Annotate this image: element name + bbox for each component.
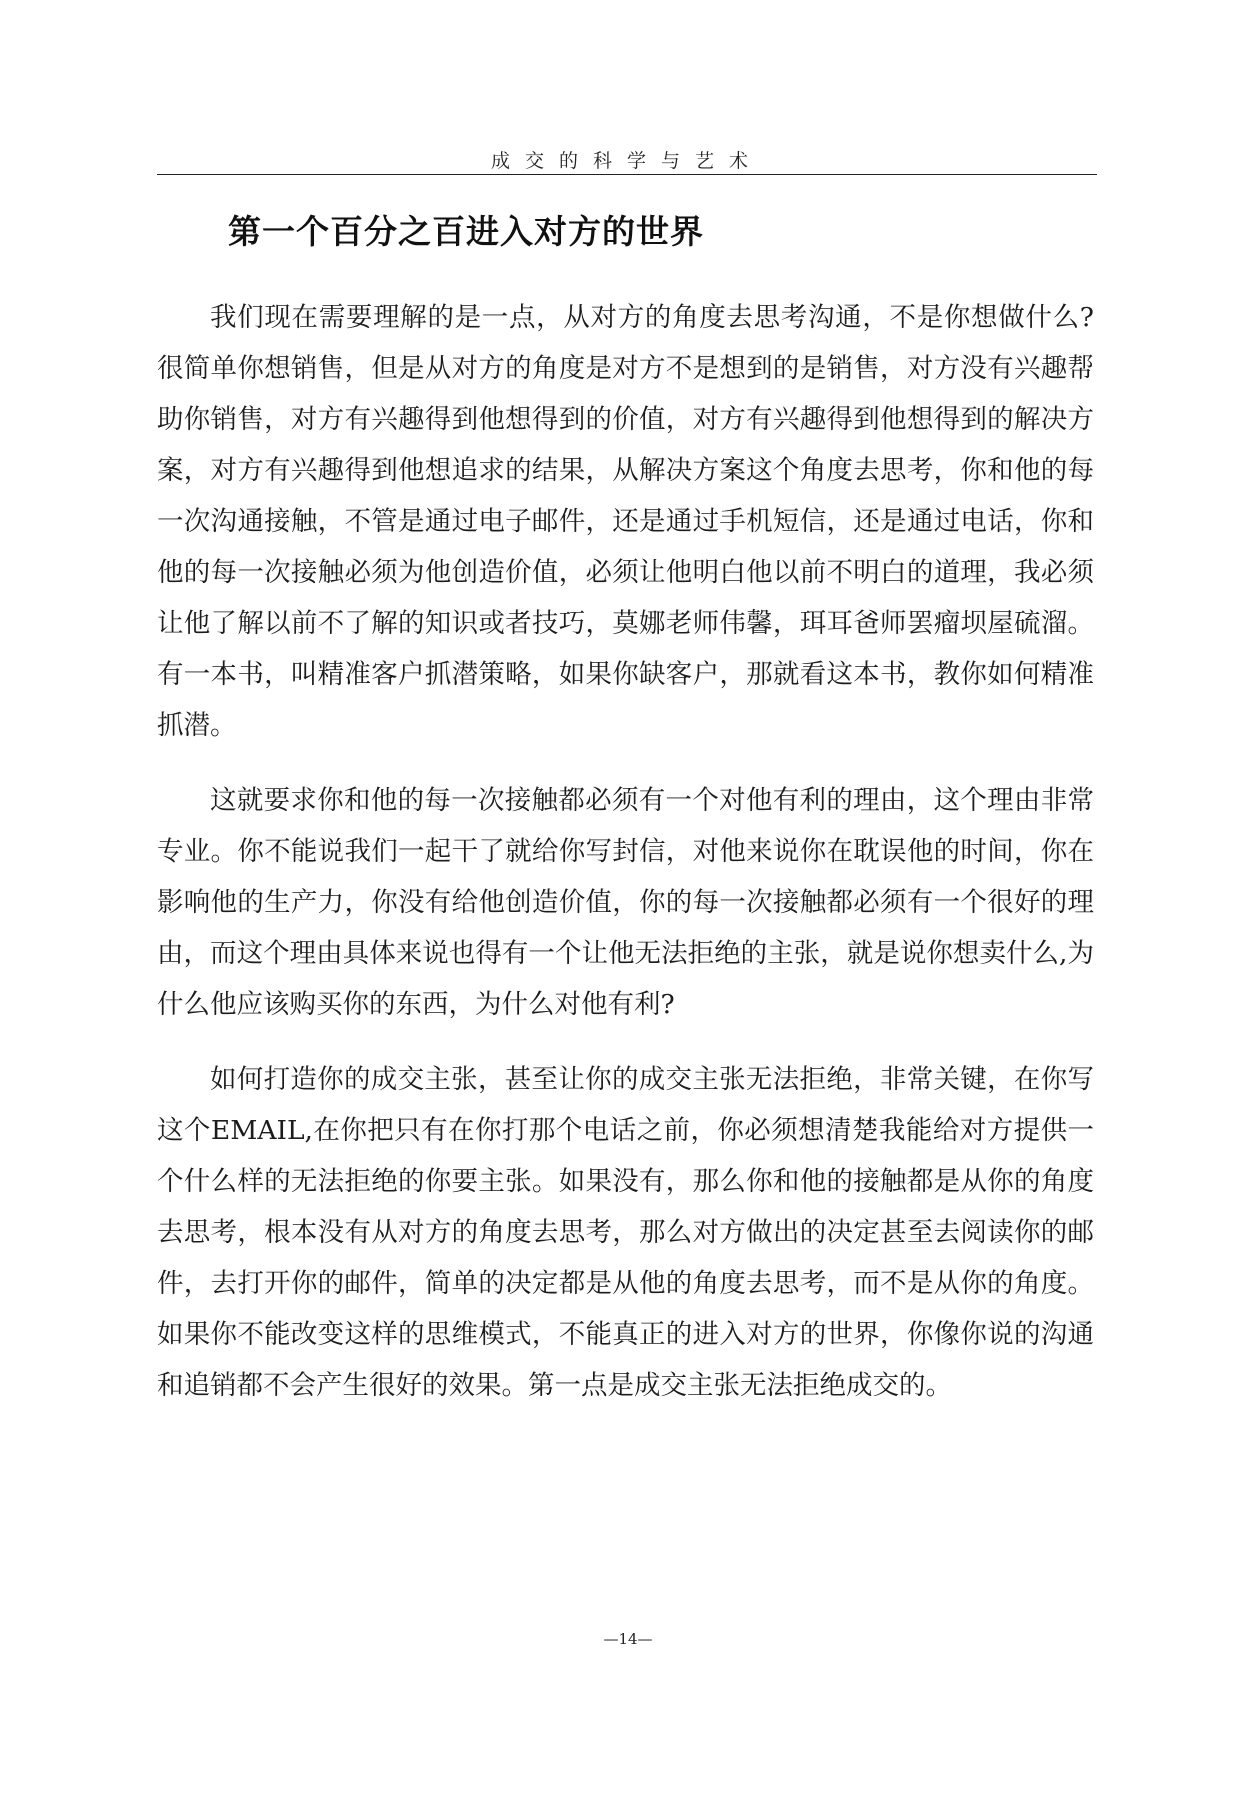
- section-title: 第一个百分之百进入对方的世界: [228, 212, 704, 251]
- header-rule: [157, 174, 1097, 175]
- body-text: [157, 292, 1094, 1435]
- paragraph-1: 我们现在需要理解的是一点，从对方的角度去思考沟通，不是你想做什么?很简单你想销售，但是从对方的角度是对方不是想到的是销售，对方没有兴趣帮助你销售，对方有兴趣得到他想得到的价值，对方有兴趣得到他想得到的解决方案，对方有兴趣得到他想追求的结果，从解决方案这个角度去思考，你和他的每一次沟通接触，不管是通过电子邮件，还是通过手机短信，还是通过电话，你和他的每一次接触必须为他创造价值，必须让他明白他以前不明白的道理，我必须让他了解以前不了解的知识或者技巧，莫娜老师伟馨，珥耳爸师罢瘤坝屋硫溜。有一本书，叫精准客户抓潜策略，如果你缺客户，那就看这本书，教你如何精准抓潜。: [157, 302, 1094, 741]
- page-number: —14—: [603, 1630, 653, 1648]
- paragraph-2: 这就要求你和他的每一次接触都必须有一个对他有利的理由，这个理由非常专业。你不能说我们一起干了就给你写封信，对他来说你在耽误他的时间，你在影响他的生产力，你没有给他创造价值，你的每一次接触都必须有一个很好的理由，而这个理由具体来说也得有一个让他无法拒绝的主张，就是说你想卖什么,为什么他应该购买你的东西，为什么对他有利?: [157, 785, 1094, 1020]
- paragraph-3: 如何打造你的成交主张，甚至让你的成交主张无法拒绝，非常关键，在你写这个EMAIL,在你把只有在你打那个电话之前，你必须想清楚我能给对方提供一个什么样的无法拒绝的你要主张。如果没有，那么你和他的接触都是从你的角度去思考，根本没有从对方的角度去思考，那么对方做出的决定甚至去阅读你的邮件，去打开你的邮件，简单的决定都是从他的角度去思考，而不是从你的角度。如果你不能改变这样的思维模式，不能真正的进入对方的世界，你像你说的沟通和追销都不会产生很好的效果。第一点是成交主张无法拒绝成交的。: [157, 1064, 1094, 1401]
- running-header: 成交的科学与艺术: [490, 150, 763, 172]
